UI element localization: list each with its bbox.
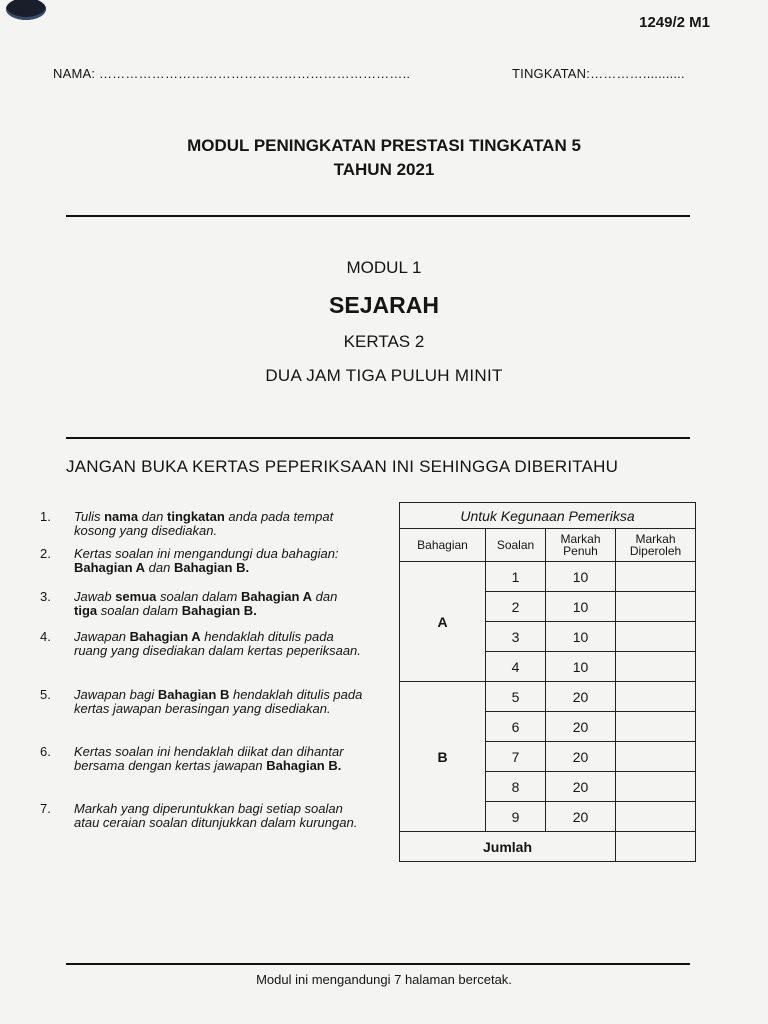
full-marks: 20 xyxy=(546,802,616,832)
instruction-text: Tulis nama dan tingkatan anda pada tempat kosong yang disediakan. xyxy=(74,509,334,538)
full-marks: 10 xyxy=(546,592,616,622)
marks-obtained-cell[interactable] xyxy=(616,742,696,772)
instruction-number: 2. xyxy=(40,546,51,561)
question-number: 2 xyxy=(486,592,546,622)
question-number: 3 xyxy=(486,622,546,652)
question-number: 8 xyxy=(486,772,546,802)
duration: DUA JAM TIGA PULUH MINIT xyxy=(265,366,503,385)
total-label: Jumlah xyxy=(400,832,616,862)
subject-title: SEJARAH xyxy=(329,292,439,318)
full-marks: 20 xyxy=(546,742,616,772)
question-number: 5 xyxy=(486,682,546,712)
divider-bottom xyxy=(66,963,690,965)
paper-code: 1249/2 M1 xyxy=(639,14,710,31)
full-marks: 10 xyxy=(546,652,616,682)
instruction-text: Kertas soalan ini hendaklah diikat dan dihantar bersama dengan kertas jawapan Bahagian B. xyxy=(74,744,344,773)
header-bahagian: Bahagian xyxy=(400,529,486,562)
header-markah-penuh: Markah Penuh xyxy=(546,529,616,562)
full-marks: 20 xyxy=(546,772,616,802)
table-row xyxy=(400,682,696,712)
instruction-number: 3. xyxy=(40,589,51,604)
table-row xyxy=(400,562,696,592)
question-number: 7 xyxy=(486,742,546,772)
marks-obtained-cell[interactable] xyxy=(616,592,696,622)
marks-obtained-cell[interactable] xyxy=(616,622,696,652)
question-number: 1 xyxy=(486,562,546,592)
question-number: 9 xyxy=(486,802,546,832)
punch-hole xyxy=(6,0,46,20)
instruction-text: Jawab semua soalan dalam Bahagian A dan tiga soalan dalam Bahagian B. xyxy=(74,589,338,618)
instruction-text: Markah yang diperuntukkan bagi setiap soalan atau ceraian soalan ditunjukkan dalam kurungan. xyxy=(74,801,358,830)
form-field[interactable]: TINGKATAN:…………........... xyxy=(512,66,685,81)
full-marks: 20 xyxy=(546,712,616,742)
module-year: TAHUN 2021 xyxy=(333,160,435,179)
section-label: B xyxy=(400,682,486,832)
header-soalan: Soalan xyxy=(486,529,546,562)
question-number: 6 xyxy=(486,712,546,742)
full-marks: 10 xyxy=(546,622,616,652)
instruction-number: 4. xyxy=(40,629,51,644)
paper-number: KERTAS 2 xyxy=(343,332,425,351)
instruction-text: Jawapan bagi Bahagian B hendaklah ditulis pada kertas jawapan berasingan yang disediakan. xyxy=(74,687,363,716)
instruction-number: 1. xyxy=(40,509,51,524)
section-label: A xyxy=(400,562,486,682)
marks-obtained-cell[interactable] xyxy=(616,562,696,592)
full-marks: 10 xyxy=(546,562,616,592)
divider-middle xyxy=(66,437,690,439)
modul-label: MODUL 1 xyxy=(346,258,422,277)
header-markah-diperoleh: Markah Diperoleh xyxy=(616,529,696,562)
total-row xyxy=(400,832,696,862)
name-field[interactable]: NAMA: …………………………………………………………….. xyxy=(53,66,411,81)
marks-obtained-cell[interactable] xyxy=(616,802,696,832)
instruction-text: Jawapan Bahagian A hendaklah ditulis pada ruang yang disediakan dalam kertas peperiksaan. xyxy=(74,629,361,658)
question-number: 4 xyxy=(486,652,546,682)
divider-top xyxy=(66,215,690,217)
table-caption: Untuk Kegunaan Pemeriksa xyxy=(400,503,696,529)
instruction-text: Kertas soalan ini mengandungi dua bahagian: Bahagian A dan Bahagian B. xyxy=(74,546,339,575)
marks-obtained-cell[interactable] xyxy=(616,772,696,802)
marks-obtained-cell[interactable] xyxy=(616,652,696,682)
examiner-table xyxy=(399,502,696,862)
marks-obtained-cell[interactable] xyxy=(616,712,696,742)
marks-obtained-cell[interactable] xyxy=(616,682,696,712)
instruction-number: 5. xyxy=(40,687,51,702)
full-marks: 20 xyxy=(546,682,616,712)
page-count-note: Modul ini mengandungi 7 halaman bercetak. xyxy=(256,972,512,987)
instruction-number: 6. xyxy=(40,744,51,759)
total-marks-cell[interactable] xyxy=(616,832,696,862)
warning-text: JANGAN BUKA KERTAS PEPERIKSAAN INI SEHINGGA DIBERITAHU xyxy=(66,457,619,476)
instruction-number: 7. xyxy=(40,801,51,816)
module-title: MODUL PENINGKATAN PRESTASI TINGKATAN 5 xyxy=(187,136,581,155)
